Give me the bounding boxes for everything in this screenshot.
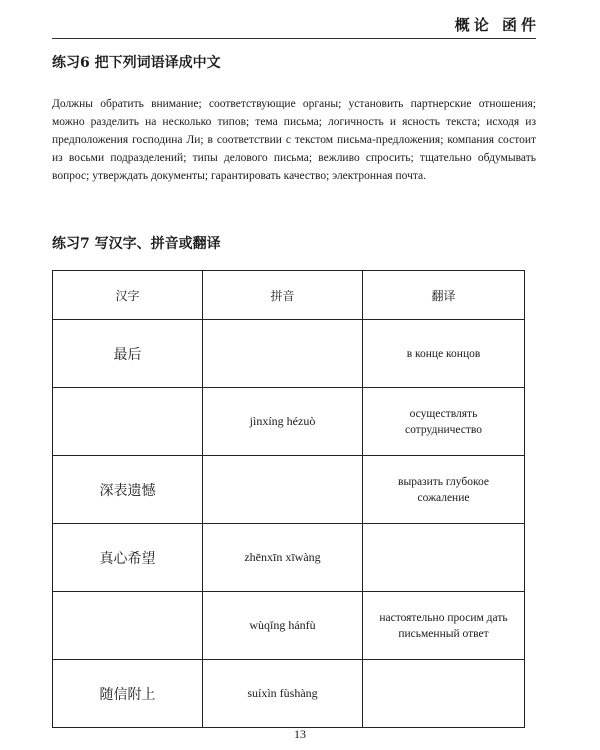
table-row [53,388,525,456]
cell-hanzi: 随信附上 [53,660,203,728]
column-header-translation: 翻译 [363,271,525,320]
cell-pinyin: zhēnxīn xīwàng [203,524,363,592]
cell-hanzi: 真心希望 [53,524,203,592]
cell-pinyin [203,456,363,524]
table-row [53,524,525,592]
cell-translation: выразить глубокое сожаление [363,456,525,524]
cell-translation: настоятельно просим дать письменный ответ [363,592,525,660]
cell-translation: в конце концов [363,320,525,388]
table-row [53,456,525,524]
cell-pinyin [203,320,363,388]
cell-pinyin: wùqǐng hánfù [203,592,363,660]
column-header-hanzi: 汉字 [53,271,203,320]
cell-translation [363,524,525,592]
table-header-row [53,271,525,320]
running-header: 概论 函件 [454,16,540,34]
cell-hanzi: 最后 [53,320,203,388]
vocabulary-table [52,270,525,728]
table-row [53,592,525,660]
cell-translation: осуществлять сотрудничество [363,388,525,456]
exercise-7-heading: 练习7 写汉字、拼音或翻译 [52,236,221,252]
cell-hanzi: 深表遗憾 [53,456,203,524]
column-header-pinyin: 拼音 [203,271,363,320]
header-rule [52,38,536,39]
cell-hanzi [53,388,203,456]
cell-pinyin: jìnxíng hézuò [203,388,363,456]
exercise-6-text: Должны обратить внимание; соответствующие органы; установить партнерские отношения; можно разделить на несколько типов; тема письма; логичность и ясность текста; исходя из предположения господина Ли; в соответствии с текстом письма-предложения; компания состоит из восьми подразделений; типы делового письма; вежливо спросить; тщательно обдумывать вопрос; утверждать документы; гарантировать качество; электронная почта. [52,98,536,182]
cell-translation [363,660,525,728]
page-number: 13 [294,727,306,741]
cell-pinyin: suíxìn fùshàng [203,660,363,728]
cell-hanzi [53,592,203,660]
exercise-6-heading: 练习6 把下列词语译成中文 [52,55,221,71]
table-row [53,660,525,728]
table-row [53,320,525,388]
